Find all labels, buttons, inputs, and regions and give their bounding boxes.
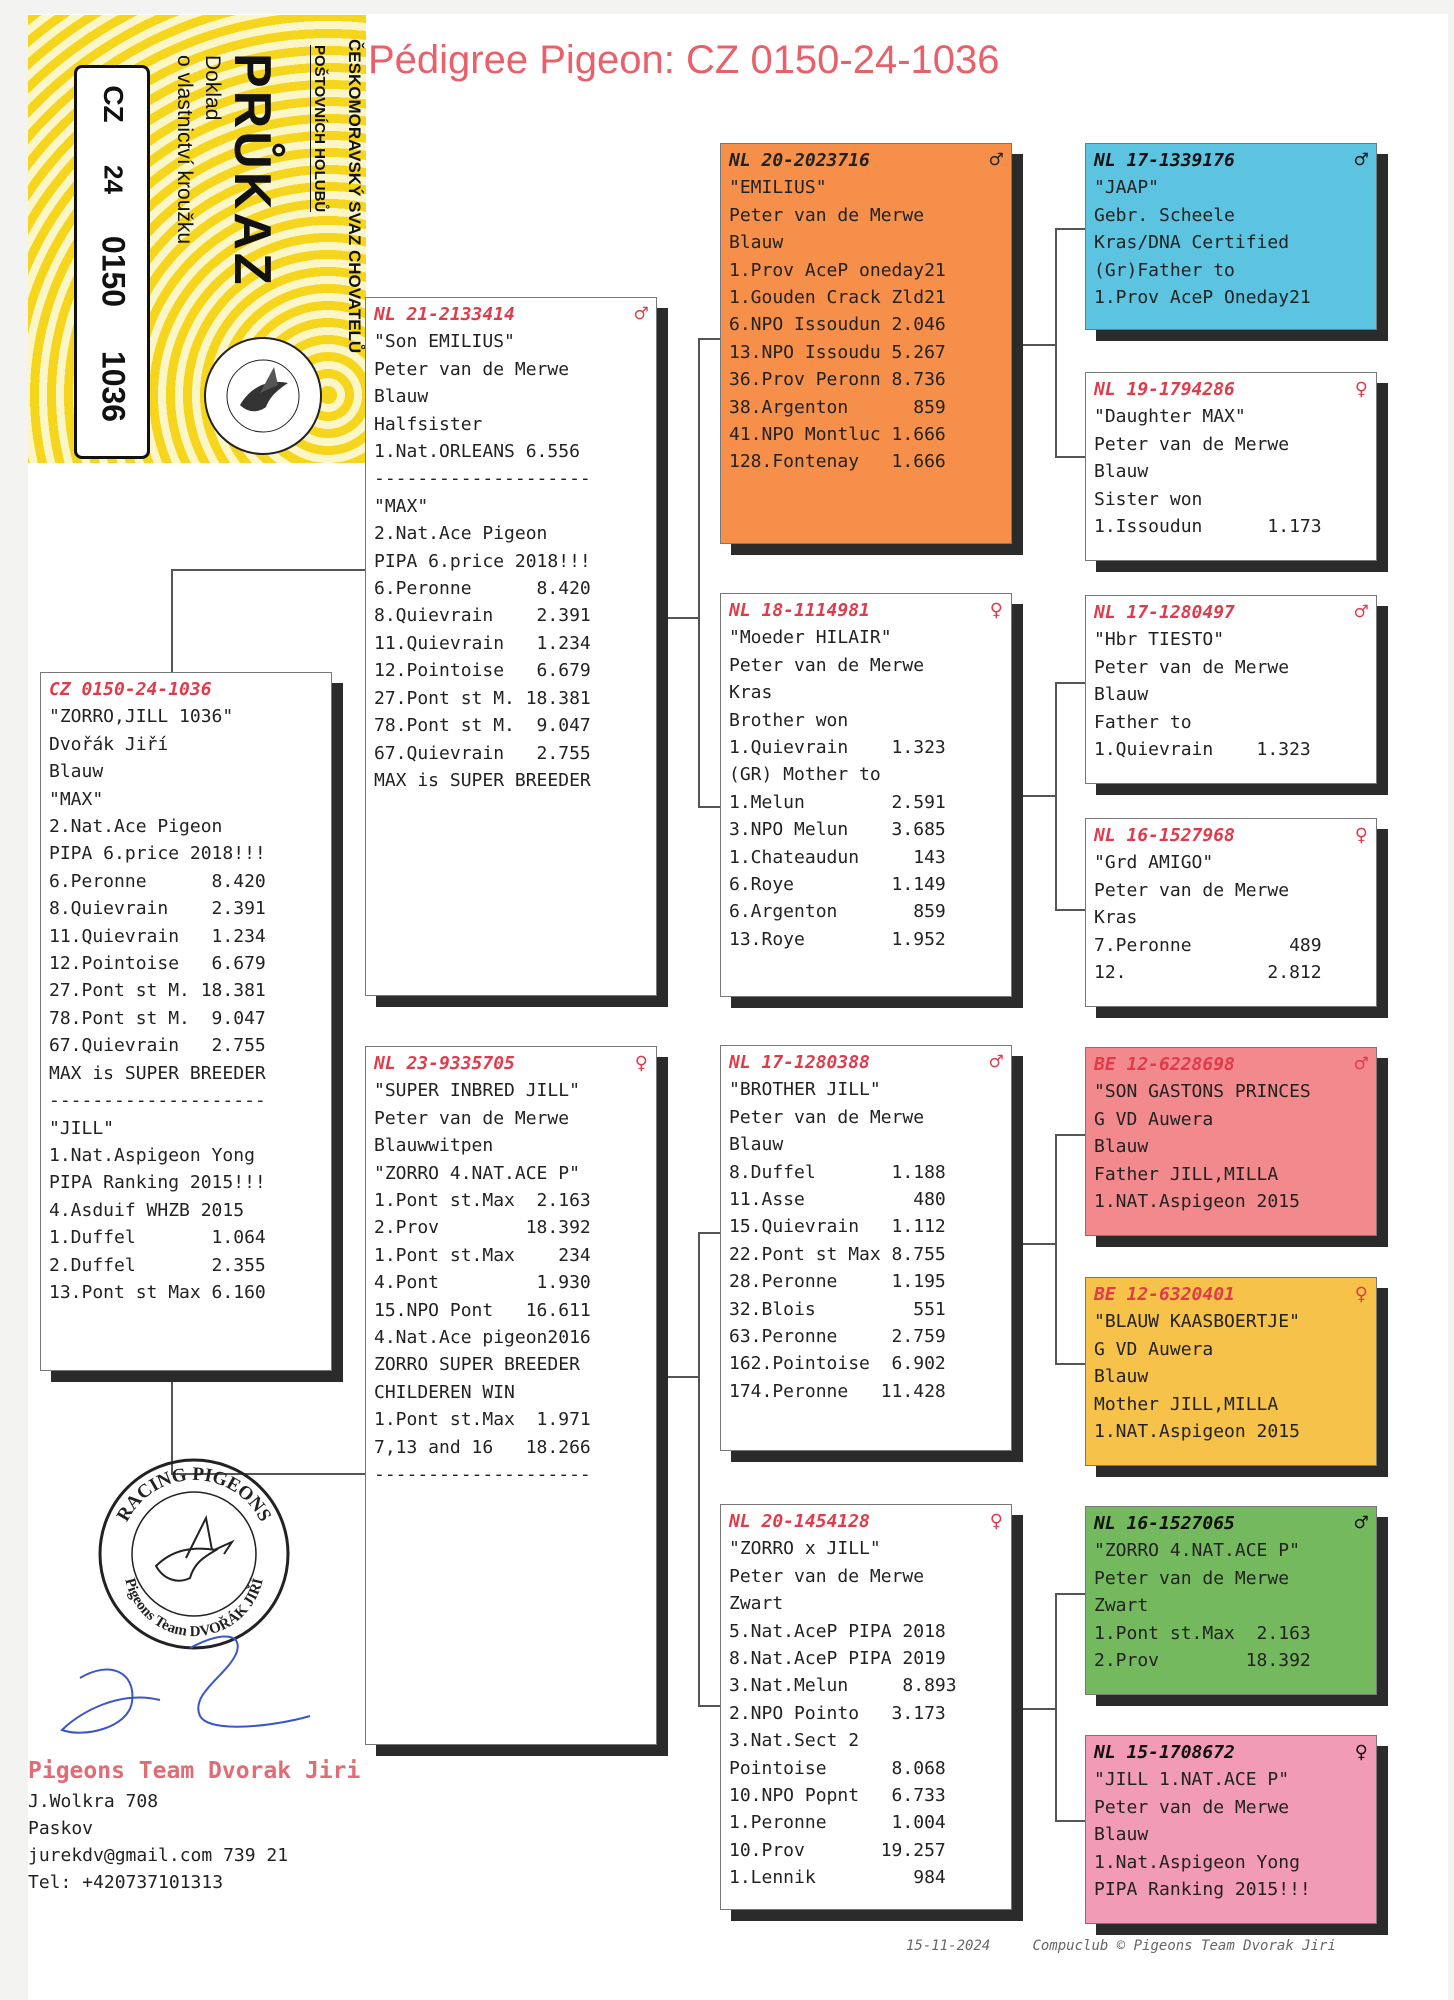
pigeon-detail-line: (Gr)Father to bbox=[1094, 259, 1235, 281]
ring-number: NL 20-1454128 bbox=[729, 1511, 870, 1532]
sex-symbol: ♀ bbox=[1354, 377, 1368, 402]
pigeon-detail-line: MAX is SUPER BREEDER bbox=[374, 769, 591, 791]
pigeon-details bbox=[1094, 1537, 1368, 1674]
ring-number: NL 21-2133414 bbox=[374, 304, 515, 325]
connector bbox=[1013, 1708, 1056, 1710]
ring-number: BE 12-6320401 bbox=[1094, 1284, 1235, 1305]
connector bbox=[1013, 1243, 1056, 1245]
pigeon-detail-line: Kras bbox=[729, 682, 773, 704]
pigeon-detail-line: CHILDEREN WIN bbox=[374, 1381, 515, 1403]
pigeon-detail-line: Mother JILL,MILLA bbox=[1094, 1393, 1279, 1415]
ring-number: NL 16-1527065 bbox=[1094, 1513, 1235, 1534]
pigeon-detail-line: 63.Peronne 2.759 bbox=[729, 1326, 946, 1348]
pigeon-detail-line: 1.Pont st.Max 2.163 bbox=[374, 1190, 591, 1212]
pigeon-detail-line: 6.NPO Issoudun 2.046 bbox=[729, 314, 946, 336]
pigeon-detail-line: MAX is SUPER BREEDER bbox=[49, 1062, 266, 1084]
pigeon-detail-line: Kras/DNA Certified bbox=[1094, 232, 1290, 254]
pigeon-detail-line: 162.Pointoise 6.902 bbox=[729, 1353, 946, 1375]
ring-header bbox=[729, 1049, 1003, 1076]
pigeon-detail-line: G VD Auwera bbox=[1094, 1108, 1214, 1130]
pigeon-detail-line: Peter van de Merwe bbox=[729, 654, 925, 676]
ring-number: BE 12-6228698 bbox=[1094, 1054, 1235, 1075]
pigeon-detail-line: 8.Quievrain 2.391 bbox=[49, 898, 266, 920]
pigeon-detail-line: 1.Chateaudun 143 bbox=[729, 846, 946, 868]
pigeon-details bbox=[1094, 626, 1368, 763]
pigeon-card-mf bbox=[720, 1045, 1012, 1451]
connector bbox=[171, 569, 173, 672]
sex-symbol: ♂ bbox=[989, 148, 1003, 173]
pigeon-detail-line: 3.Nat.Melun 8.893 bbox=[729, 1675, 957, 1697]
pigeon-detail-line: Father JILL,MILLA bbox=[1094, 1163, 1279, 1185]
pigeon-detail-line: 1.NAT.Aspigeon 2015 bbox=[1094, 1421, 1300, 1443]
pigeon-detail-line: "JAAP" bbox=[1094, 177, 1160, 199]
pigeon-detail-line: Peter van de Merwe bbox=[729, 1106, 925, 1128]
ring-plate bbox=[74, 65, 150, 459]
pigeon-detail-line: "JILL" bbox=[49, 1117, 115, 1139]
ownership-certificate bbox=[28, 15, 366, 463]
ring-header bbox=[729, 147, 1003, 174]
pigeon-detail-line: 27.Pont st M. 18.381 bbox=[49, 980, 266, 1002]
pigeon-detail-line: 36.Prov Peronn 8.736 bbox=[729, 369, 946, 391]
pigeon-detail-line: 13.Pont st Max 6.160 bbox=[49, 1281, 266, 1303]
sex-symbol: ♀ bbox=[989, 598, 1003, 623]
pigeon-details bbox=[1094, 849, 1368, 986]
pigeon-detail-line: 2.Nat.Ace Pigeon bbox=[374, 523, 548, 545]
connector bbox=[1055, 1134, 1085, 1136]
pigeon-card-fmm bbox=[1085, 818, 1377, 1007]
pigeon-detail-line: 13.NPO Issoudu 5.267 bbox=[729, 341, 946, 363]
pigeon-detail-line: "JILL 1.NAT.ACE P" bbox=[1094, 1769, 1290, 1791]
ring-header bbox=[1094, 1051, 1368, 1078]
pigeon-detail-line: 2.Prov 18.392 bbox=[1094, 1650, 1311, 1672]
org-line2: POŠTOVNÍCH HOLUBŮ bbox=[311, 45, 328, 213]
pigeon-detail-line: 1.Pont st.Max 234 bbox=[374, 1244, 591, 1266]
pigeon-detail-line: Peter van de Merwe bbox=[1094, 656, 1290, 678]
connector bbox=[171, 569, 365, 571]
pigeon-detail-line: PIPA Ranking 2015!!! bbox=[1094, 1879, 1311, 1901]
pigeon-detail-line: Peter van de Merwe bbox=[1094, 1567, 1290, 1589]
pigeon-card-mmf bbox=[1085, 1506, 1377, 1695]
connector bbox=[698, 1232, 720, 1234]
pigeon-detail-line: 11.Asse 480 bbox=[729, 1189, 946, 1211]
address-line: J.Wolkra 708 bbox=[28, 1791, 159, 1812]
pigeon-detail-line: "EMILIUS" bbox=[729, 177, 827, 199]
pigeon-detail-line: Brother won bbox=[729, 709, 849, 731]
pigeon-detail-line: 4.Asduif WHZB 2015 bbox=[49, 1199, 245, 1221]
pigeon-detail-line: 1.Issoudun 1.173 bbox=[1094, 516, 1322, 538]
pigeon-detail-line: 1.Prov AceP Oneday21 bbox=[1094, 287, 1311, 309]
pigeon-detail-line: Blauwwitpen bbox=[374, 1135, 494, 1157]
pigeon-detail-line: 41.NPO Montluc 1.666 bbox=[729, 424, 946, 446]
pigeon-details bbox=[374, 1077, 648, 1488]
pigeon-detail-line: "Grd AMIGO" bbox=[1094, 852, 1214, 874]
pigeon-detail-line: 1.NAT.Aspigeon 2015 bbox=[1094, 1191, 1300, 1213]
pigeon-detail-line: 2.NPO Pointo 3.173 bbox=[729, 1702, 946, 1724]
pigeon-detail-line: Dvořák Jiří bbox=[49, 733, 169, 755]
sex-symbol: ♂ bbox=[1354, 1511, 1368, 1536]
sex-symbol: ♀ bbox=[1354, 1282, 1368, 1307]
pigeon-details bbox=[1094, 1078, 1368, 1215]
ring-number: NL 16-1527968 bbox=[1094, 825, 1235, 846]
pigeon-detail-line: 1.Nat.ORLEANS 6.556 bbox=[374, 441, 580, 463]
connector bbox=[698, 806, 720, 808]
pigeon-detail-line: 78.Pont st M. 9.047 bbox=[49, 1007, 266, 1029]
connector bbox=[1055, 1134, 1057, 1365]
sex-symbol: ♀ bbox=[1354, 1740, 1368, 1765]
owner-name: Pigeons Team Dvorak Jiri bbox=[28, 1758, 361, 1784]
pigeon-details bbox=[1094, 174, 1368, 311]
pigeon-details bbox=[49, 703, 323, 1306]
pigeon-detail-line: 4.Pont 1.930 bbox=[374, 1272, 591, 1294]
pigeon-card-mfm bbox=[1085, 1277, 1377, 1466]
sex-symbol: ♀ bbox=[634, 1051, 648, 1076]
pigeon-detail-line: -------------------- bbox=[374, 468, 591, 490]
connector bbox=[1055, 682, 1085, 684]
pigeon-card-mff bbox=[1085, 1047, 1377, 1236]
ring-header bbox=[1094, 1510, 1368, 1537]
connector bbox=[1055, 456, 1085, 458]
pigeon-details bbox=[729, 624, 1003, 953]
connector bbox=[656, 1376, 699, 1378]
pigeon-detail-line: 1.Peronne 1.004 bbox=[729, 1812, 946, 1834]
ring-number: NL 17-1280497 bbox=[1094, 602, 1235, 623]
pigeon-detail-line: 6.Roye 1.149 bbox=[729, 874, 946, 896]
pigeon-detail-line: Peter van de Merwe bbox=[729, 204, 925, 226]
ring-number: NL 18-1114981 bbox=[729, 600, 870, 621]
phone-line: Tel: +420737101313 bbox=[28, 1872, 224, 1893]
pigeon-details bbox=[374, 328, 648, 794]
pigeon-details bbox=[1094, 403, 1368, 540]
pigeon-detail-line: 15.NPO Pont 16.611 bbox=[374, 1299, 591, 1321]
connector bbox=[1055, 1593, 1085, 1595]
pigeon-detail-line: 8.Quievrain 2.391 bbox=[374, 605, 591, 627]
connector bbox=[698, 1705, 720, 1707]
connector bbox=[1055, 228, 1057, 458]
pigeon-card-mmm bbox=[1085, 1735, 1377, 1924]
pigeon-detail-line: 15.Quievrain 1.112 bbox=[729, 1216, 946, 1238]
pigeon-detail-line: 1.Quievrain 1.323 bbox=[729, 737, 946, 759]
pigeon-union-emblem-icon bbox=[200, 333, 326, 459]
seal-bottom-text: Pigeons Team DVOŘÁK JIŘÍ bbox=[121, 1576, 267, 1641]
pigeon-detail-line: Blauw bbox=[1094, 1136, 1149, 1158]
pigeon-card-subject bbox=[40, 672, 332, 1371]
ring-number: NL 20-2023716 bbox=[729, 150, 870, 171]
address-line: Paskov bbox=[28, 1818, 94, 1839]
pigeon-detail-line: 78.Pont st M. 9.047 bbox=[374, 715, 591, 737]
pigeon-detail-line: 67.Quievrain 2.755 bbox=[49, 1035, 266, 1057]
pigeon-detail-line: "Son EMILIUS" bbox=[374, 331, 515, 353]
pigeon-detail-line: 1.Nat.Aspigeon Yong bbox=[49, 1144, 255, 1166]
pigeon-detail-line: Blauw bbox=[729, 1134, 784, 1156]
sex-symbol: ♂ bbox=[989, 1050, 1003, 1075]
ring-header bbox=[729, 597, 1003, 624]
pigeon-detail-line: "MAX" bbox=[49, 788, 104, 810]
pigeon-card-mm bbox=[720, 1504, 1012, 1910]
pigeon-card-father bbox=[365, 297, 657, 996]
ring-header bbox=[1094, 599, 1368, 626]
connector bbox=[698, 1232, 700, 1707]
sex-symbol: ♀ bbox=[989, 1509, 1003, 1534]
pigeon-detail-line: 5.Nat.AceP PIPA 2018 bbox=[729, 1620, 946, 1642]
pigeon-detail-line: 67.Quievrain 2.755 bbox=[374, 742, 591, 764]
pigeon-card-fff bbox=[1085, 143, 1377, 330]
pigeon-detail-line: Blauw bbox=[49, 761, 104, 783]
ring-header bbox=[1094, 1281, 1368, 1308]
ring-number: NL 17-1339176 bbox=[1094, 150, 1235, 171]
pigeon-card-fm bbox=[720, 593, 1012, 997]
pigeon-detail-line: G VD Auwera bbox=[1094, 1338, 1214, 1360]
pigeon-detail-line: 6.Peronne 8.420 bbox=[49, 870, 266, 892]
pigeon-detail-line: 22.Pont st Max 8.755 bbox=[729, 1243, 946, 1265]
pigeon-detail-line: 12.Pointoise 6.679 bbox=[49, 953, 266, 975]
pigeon-detail-line: PIPA Ranking 2015!!! bbox=[49, 1172, 266, 1194]
pigeon-detail-line: "ZORRO 4.NAT.ACE P" bbox=[1094, 1540, 1300, 1562]
pigeon-detail-line: 3.NPO Melun 3.685 bbox=[729, 819, 946, 841]
connector bbox=[1055, 1363, 1085, 1365]
pigeon-details bbox=[729, 1076, 1003, 1405]
ring-header bbox=[729, 1508, 1003, 1535]
pigeon-detail-line: 1.Duffel 1.064 bbox=[49, 1227, 266, 1249]
connector bbox=[698, 338, 700, 808]
print-date: 15-11-2024 bbox=[906, 1938, 991, 1954]
pigeon-card-ffm bbox=[1085, 372, 1377, 561]
pigeon-detail-line: 11.Quievrain 1.234 bbox=[374, 632, 591, 654]
seal-top-text: RACING PIGEONS bbox=[112, 1463, 276, 1526]
pigeon-detail-line: 1.Pont st.Max 1.971 bbox=[374, 1409, 591, 1431]
pigeon-detail-line: "ZORRO x JILL" bbox=[729, 1538, 881, 1560]
certificate-sub1: Doklad bbox=[201, 55, 224, 121]
pigeon-detail-line: -------------------- bbox=[374, 1464, 591, 1486]
pigeon-detail-line: ZORRO SUPER BREEDER bbox=[374, 1354, 580, 1376]
pigeon-card-mother bbox=[365, 1046, 657, 1745]
ring-number: NL 17-1280388 bbox=[729, 1052, 870, 1073]
pigeon-detail-line: 1.Quievrain 1.323 bbox=[1094, 739, 1311, 761]
pigeon-detail-line: 128.Fontenay 1.666 bbox=[729, 451, 946, 473]
pigeon-detail-line: Kras bbox=[1094, 907, 1138, 929]
sex-symbol: ♂ bbox=[1354, 1052, 1368, 1077]
certificate-sub2: o vlastnictví kroužku bbox=[173, 55, 196, 245]
pigeon-detail-line: Pointoise 8.068 bbox=[729, 1757, 946, 1779]
pigeon-detail-line: 174.Peronne 11.428 bbox=[729, 1380, 946, 1402]
ring-header bbox=[1094, 147, 1368, 174]
pigeon-detail-line: Peter van de Merwe bbox=[1094, 879, 1290, 901]
ring-header bbox=[374, 301, 648, 328]
pigeon-detail-line: Halfsister bbox=[374, 413, 483, 435]
pigeon-detail-line: Blauw bbox=[1094, 1824, 1149, 1846]
pigeon-detail-line: Blauw bbox=[374, 386, 429, 408]
pigeon-detail-line: 38.Argenton 859 bbox=[729, 396, 946, 418]
pigeon-detail-line: 11.Quievrain 1.234 bbox=[49, 925, 266, 947]
pigeon-detail-line: 1.Melun 2.591 bbox=[729, 791, 946, 813]
pigeon-detail-line: 10.NPO Popnt 6.733 bbox=[729, 1785, 946, 1807]
sex-symbol: ♀ bbox=[1354, 823, 1368, 848]
pigeon-detail-line: Peter van de Merwe bbox=[1094, 1796, 1290, 1818]
pigeon-details bbox=[729, 1535, 1003, 1891]
pigeon-detail-line: 4.Nat.Ace pigeon2016 bbox=[374, 1327, 591, 1349]
connector bbox=[1055, 228, 1085, 230]
pigeon-detail-line: 10.Prov 19.257 bbox=[729, 1839, 946, 1861]
connector bbox=[1055, 1593, 1057, 1822]
svg-text:RACING PIGEONS bbox=[113, 1464, 275, 1525]
pigeon-detail-line: (GR) Mother to bbox=[729, 764, 881, 786]
ring-club: 0150 bbox=[95, 235, 132, 308]
ring-year: 24 bbox=[98, 165, 129, 194]
pigeon-detail-line: Zwart bbox=[729, 1593, 784, 1615]
pigeon-detail-line: "Daughter MAX" bbox=[1094, 406, 1246, 428]
pigeon-details bbox=[729, 174, 1003, 475]
ring-number: NL 19-1794286 bbox=[1094, 379, 1235, 400]
pigeon-detail-line: Zwart bbox=[1094, 1595, 1149, 1617]
pigeon-detail-line: "MAX" bbox=[374, 495, 429, 517]
org-line1: ČESKOMORAVSKÝ SVAZ CHOVATELŮ bbox=[345, 39, 364, 354]
pigeon-card-fmf bbox=[1085, 595, 1377, 784]
pigeon-detail-line: 13.Roye 1.952 bbox=[729, 928, 946, 950]
ring-country: CZ bbox=[98, 85, 129, 123]
ring-header bbox=[374, 1050, 648, 1077]
connector bbox=[1055, 909, 1085, 911]
pigeon-detail-line: "ZORRO 4.NAT.ACE P" bbox=[374, 1162, 580, 1184]
pigeon-detail-line: Blauw bbox=[1094, 461, 1149, 483]
pigeon-detail-line: Blauw bbox=[729, 232, 784, 254]
sex-symbol: ♂ bbox=[1354, 148, 1368, 173]
pigeon-detail-line: "BROTHER JILL" bbox=[729, 1079, 881, 1101]
print-footer bbox=[906, 1938, 1336, 1954]
pigeon-detail-line: "BLAUW KAASBOERTJE" bbox=[1094, 1311, 1300, 1333]
pigeon-detail-line: Peter van de Merwe bbox=[729, 1565, 925, 1587]
pigeon-detail-line: "ZORRO,JILL 1036" bbox=[49, 706, 234, 728]
pigeon-detail-line: 28.Peronne 1.195 bbox=[729, 1271, 946, 1293]
pigeon-details bbox=[1094, 1308, 1368, 1445]
ring-number: NL 23-9335705 bbox=[374, 1053, 515, 1074]
pigeon-detail-line: PIPA 6.price 2018!!! bbox=[374, 550, 591, 572]
pigeon-detail-line: 1.Lennik 984 bbox=[729, 1867, 946, 1889]
pigeon-detail-line: 32.Blois 551 bbox=[729, 1298, 946, 1320]
handwritten-signature-icon bbox=[40, 1620, 340, 1750]
pigeon-details bbox=[1094, 1766, 1368, 1903]
ring-number: CZ 0150-24-1036 bbox=[49, 679, 212, 700]
pigeon-detail-line: 27.Pont st M. 18.381 bbox=[374, 687, 591, 709]
pigeon-detail-line: 1.Gouden Crack Zld21 bbox=[729, 287, 946, 309]
pigeon-detail-line: 8.Nat.AceP PIPA 2019 bbox=[729, 1648, 946, 1670]
connector bbox=[698, 338, 720, 340]
pigeon-detail-line: 1.Prov AceP oneday21 bbox=[729, 259, 946, 281]
pigeon-detail-line: -------------------- bbox=[49, 1090, 266, 1112]
pigeon-detail-line: Blauw bbox=[1094, 684, 1149, 706]
pigeon-detail-line: 2.Duffel 2.355 bbox=[49, 1254, 266, 1276]
ring-header bbox=[1094, 822, 1368, 849]
ring-header bbox=[49, 676, 323, 703]
pigeon-detail-line: 12.Pointoise 6.679 bbox=[374, 660, 591, 682]
pigeon-detail-line: "Moeder HILAIR" bbox=[729, 627, 892, 649]
connector bbox=[1013, 344, 1056, 346]
sex-symbol: ♂ bbox=[634, 302, 648, 327]
pigeon-detail-line: 1.Pont st.Max 2.163 bbox=[1094, 1622, 1311, 1644]
credit-line: Compuclub © Pigeons Team Dvorak Jiri bbox=[1032, 1938, 1336, 1954]
pigeon-detail-line: Blauw bbox=[1094, 1366, 1149, 1388]
owner-address bbox=[28, 1758, 360, 1896]
pigeon-detail-line: PIPA 6.price 2018!!! bbox=[49, 843, 266, 865]
pigeon-detail-line: Peter van de Merwe bbox=[374, 1107, 570, 1129]
pigeon-detail-line: "Hbr TIESTO" bbox=[1094, 629, 1225, 651]
pigeon-detail-line: Father to bbox=[1094, 711, 1192, 733]
ring-number: 1036 bbox=[95, 350, 132, 423]
email-line: jurekdv@gmail.com 739 21 bbox=[28, 1845, 289, 1866]
pigeon-detail-line: Peter van de Merwe bbox=[1094, 433, 1290, 455]
pigeon-detail-line: 2.Prov 18.392 bbox=[374, 1217, 591, 1239]
sex-symbol: ♂ bbox=[1354, 600, 1368, 625]
pigeon-detail-line: Peter van de Merwe bbox=[374, 358, 570, 380]
pigeon-detail-line: "SUPER INBRED JILL" bbox=[374, 1080, 580, 1102]
pigeon-detail-line: 3.Nat.Sect 2 bbox=[729, 1730, 860, 1752]
ring-header bbox=[1094, 376, 1368, 403]
page-title: Pédigree Pigeon: CZ 0150-24-1036 bbox=[368, 38, 1000, 82]
pigeon-detail-line: 2.Nat.Ace Pigeon bbox=[49, 816, 223, 838]
ring-header bbox=[1094, 1739, 1368, 1766]
pigeon-detail-line: Sister won bbox=[1094, 488, 1203, 510]
pigeon-detail-line: 6.Peronne 8.420 bbox=[374, 578, 591, 600]
connector bbox=[1055, 1820, 1085, 1822]
pigeon-detail-line: 12. 2.812 bbox=[1094, 962, 1322, 984]
pigeon-detail-line: Gebr. Scheele bbox=[1094, 204, 1235, 226]
ring-number: NL 15-1708672 bbox=[1094, 1742, 1235, 1763]
connector bbox=[1013, 795, 1056, 797]
certificate-heading: PRŮKAZ bbox=[223, 53, 281, 288]
connector bbox=[1055, 682, 1057, 911]
pigeon-detail-line: 7,13 and 16 18.266 bbox=[374, 1436, 591, 1458]
pigeon-detail-line: 6.Argenton 859 bbox=[729, 901, 946, 923]
pigeon-detail-line: 7.Peronne 489 bbox=[1094, 934, 1322, 956]
connector bbox=[656, 617, 699, 619]
pigeon-detail-line: "SON GASTONS PRINCES bbox=[1094, 1081, 1311, 1103]
pigeon-card-ff bbox=[720, 143, 1012, 544]
pigeon-detail-line: 1.Nat.Aspigeon Yong bbox=[1094, 1851, 1300, 1873]
pigeon-detail-line: 8.Duffel 1.188 bbox=[729, 1161, 946, 1183]
